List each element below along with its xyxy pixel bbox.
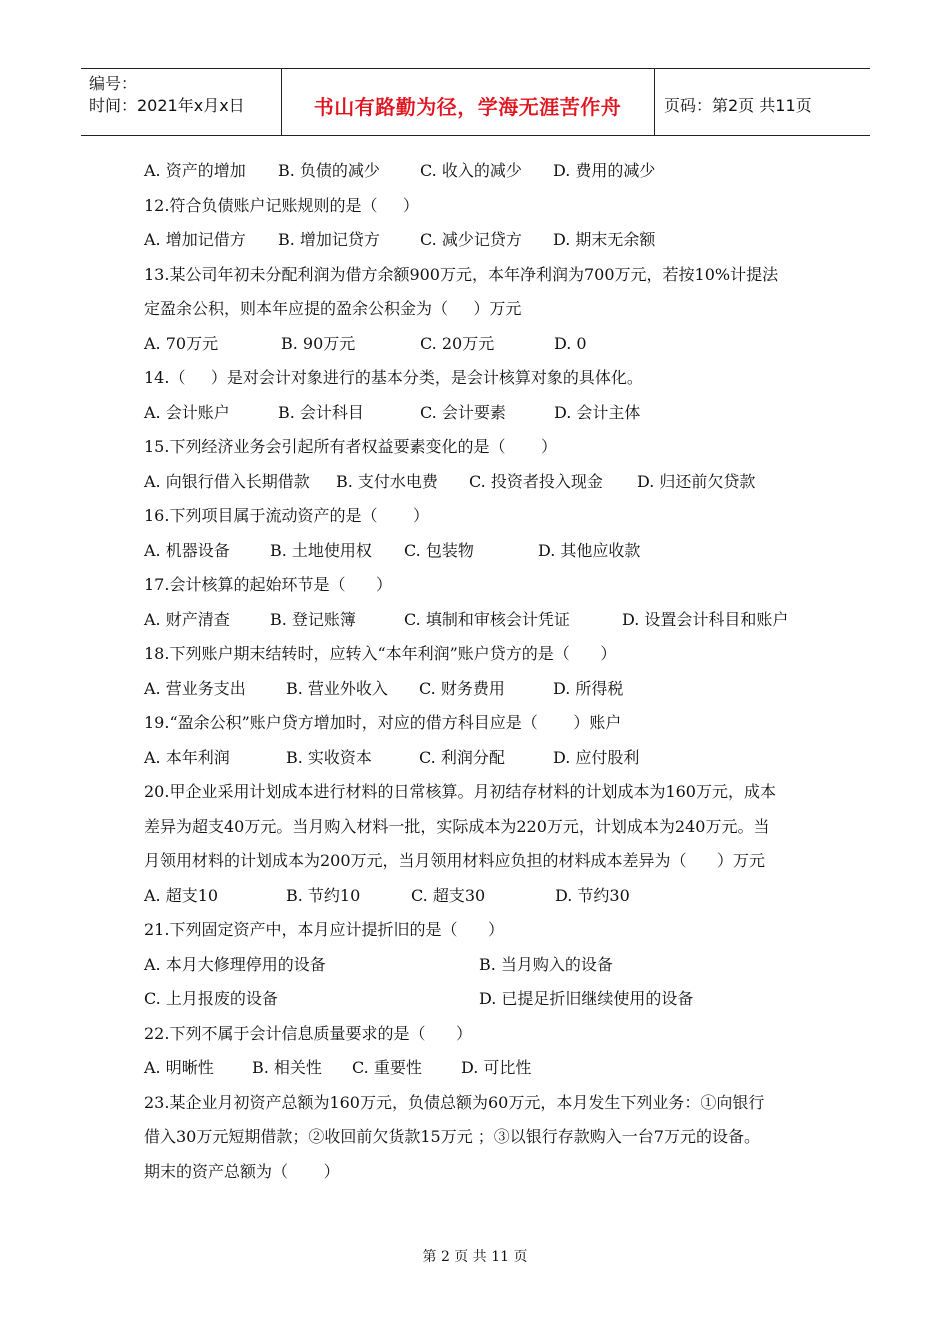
option: A. 向银行借入长期借款 [144,471,310,491]
question-stem: 23.某企业月初资产总额为160万元，负债总额为60万元，本月发生下列业务：①向银行 [144,1092,765,1112]
q17-options [144,605,814,640]
question-stem: 20.甲企业采用计划成本进行材料的日常核算。月初结存材料的计划成本为160万元，成本 [144,782,776,801]
question-stem: 16.下列项目属于流动资产的是（ ） [144,506,430,525]
option: D. 其他应收款 [538,540,641,560]
option: D. 费用的减少 [553,161,656,180]
q12-options [144,225,814,260]
option: B. 支付水电费 [336,471,438,491]
question-stem: 借入30万元短期借款；②收回前欠货款15万元 ；③以银行存款购入一台7万元的设备。 [144,1127,760,1146]
option: D. 所得税 [553,678,624,698]
option: B. 90万元 [281,333,356,353]
question-stem: 期末的资产总额为（ ） [144,1161,340,1181]
question-stem: 19.“盈余公积”账户贷方增加时，对应的借方科目应是（ ）账户 [144,713,622,732]
header-table [81,68,870,136]
q18-options [144,674,814,709]
page-footer: 第 2 页 共 11 页 [422,1249,528,1265]
q21-options [144,984,814,1019]
option: C. 收入的减少 [420,161,522,180]
option: C. 包装物 [404,540,474,560]
option: A. 机器设备 [144,540,230,560]
option: A. 营业务支出 [144,678,246,698]
option: C. 投资者投入现金 [469,471,603,491]
question-stem: 13.某公司年初未分配利润为借方余额900万元，本年净利润为700万元，若按10%计提法 [144,264,779,284]
q11-options [144,156,814,191]
option: D. 0 [554,333,587,353]
number-label: 编号： [89,74,138,93]
question-stem: 月领用材料的计划成本为200万元，当月领用材料应负担的材料成本差异为（ ）万元 [144,851,766,870]
option: A. 财产清查 [144,609,230,629]
option: A. 70万元 [144,333,219,353]
question-list [144,156,814,1191]
question-stem: 14.（ ）是对会计对象进行的基本分类，是会计核算对象的具体化。 [144,368,643,387]
option: B. 增加记贷方 [278,230,380,249]
option: D. 期末无余额 [553,230,656,249]
option: D. 已提足折旧继续使用的设备 [479,989,694,1008]
option: D. 归还前欠贷款 [637,471,756,491]
header-motto: 书山有路勤为径，学海无涯苦作舟 [313,95,622,119]
option: B. 营业外收入 [286,678,388,698]
q21-options [144,950,814,985]
option: C. 超支30 [411,885,486,905]
option: C. 利润分配 [419,747,505,767]
question-stem: 15.下列经济业务会引起所有者权益要素变化的是（ ） [144,437,558,456]
option: B. 节约10 [286,885,361,905]
q22-options [144,1053,814,1088]
q16-options [144,536,814,571]
option: C. 上月报废的设备 [144,989,278,1008]
header-meta [89,73,245,117]
question-stem: 22.下列不属于会计信息质量要求的是（ ） [144,1023,472,1043]
q13-options [144,329,814,364]
header-divider [654,69,655,135]
option: C. 减少记贷方 [420,230,522,249]
option: A. 增加记借方 [144,230,246,249]
option: B. 当月购入的设备 [479,954,613,974]
question-stem: 18.下列账户期末结转时，应转入“本年利润”账户贷方的是（ ） [144,644,617,663]
q19-options [144,743,814,778]
option: A. 明晰性 [144,1058,214,1077]
question-stem: 定盈余公积，则本年应提的盈余公积金为（ ）万元 [144,299,522,318]
option: B. 相关性 [252,1058,322,1077]
question-stem: 21.下列固定资产中，本月应计提折旧的是（ ） [144,920,504,939]
option: A. 会计账户 [144,402,230,422]
q15-options [144,467,814,502]
header-page-info: 页码：第2页 共11页 [664,96,812,115]
option: B. 负债的减少 [278,161,380,180]
option: D. 设置会计科目和账户 [622,609,789,629]
option: D. 会计主体 [554,402,641,422]
question-stem: 12.符合负债账户记账规则的是（ ） [144,195,419,215]
question-stem: 差异为超支40万元。当月购入材料一批，实际成本为220万元，计划成本为240万元。当 [144,816,770,836]
question-stem: 17.会计核算的起始环节是（ ） [144,575,392,594]
option: B. 会计科目 [278,402,364,422]
option: B. 登记账簿 [270,609,356,629]
q20-options [144,881,814,916]
q14-options [144,398,814,433]
option: C. 财务费用 [419,678,505,698]
option: C. 会计要素 [420,402,506,422]
option: D. 节约30 [555,885,630,905]
option: A. 本年利润 [144,747,230,767]
option: D. 可比性 [461,1058,532,1077]
option: A. 本月大修理停用的设备 [144,954,326,974]
option: A. 资产的增加 [144,161,246,180]
option: A. 超支10 [144,885,219,905]
option: C. 重要性 [352,1058,422,1077]
option: C. 20万元 [420,333,495,353]
time-label: 时间：2021年x月x日 [89,96,245,115]
option: B. 实收资本 [286,747,372,767]
option: D. 应付股利 [553,747,640,767]
option: C. 填制和审核会计凭证 [404,609,570,629]
option: B. 土地使用权 [270,540,372,560]
